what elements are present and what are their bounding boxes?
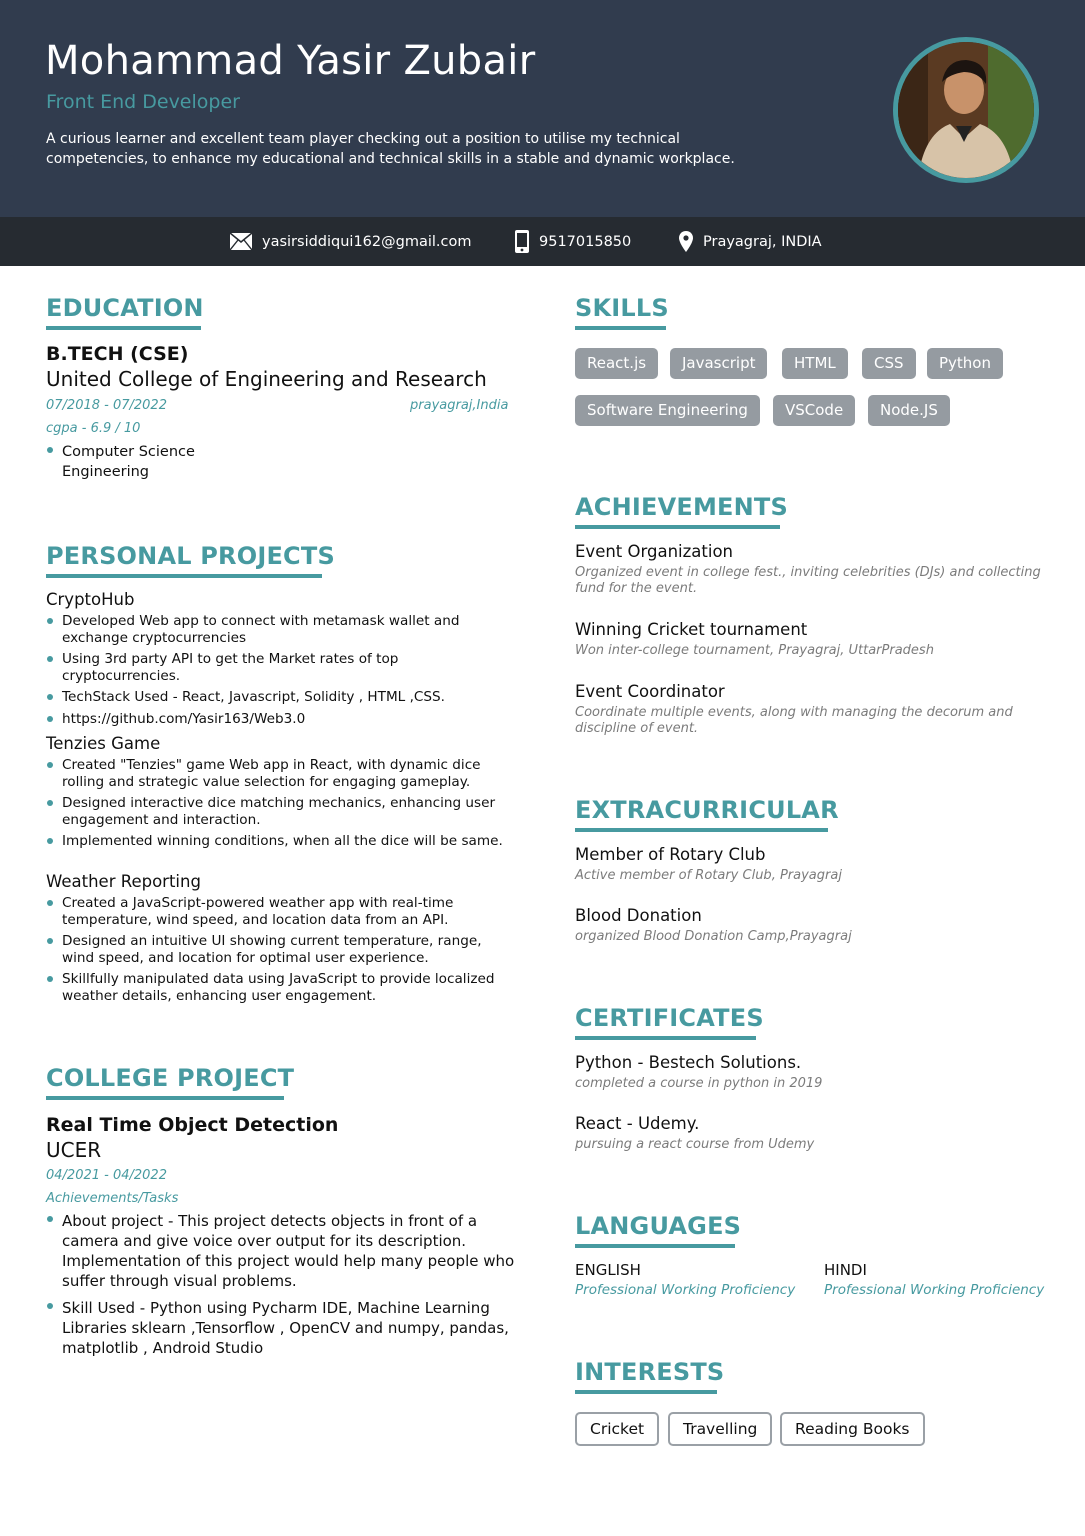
phone-text: 9517015850 — [539, 233, 632, 250]
location-text: Prayagraj, INDIA — [703, 233, 822, 250]
list-item: Skill Used - Python using Pycharm IDE, Machine Learning Libraries sklearn ,Tensorflow , OpenCV and numpy, pandas, matplotlib , Android Studio — [46, 1298, 516, 1358]
extracurricular-desc: organized Blood Donation Camp,Prayagraj — [575, 929, 852, 944]
extracurricular-title: Blood Donation — [575, 906, 702, 925]
list-item: About project - This project detects objects in front of a camera and give voice over output for its description. Implementation of this project would help many people who suffer through visual problems. — [46, 1211, 516, 1291]
certificate-desc: completed a course in python in 2019 — [575, 1076, 823, 1091]
interest-tag: Travelling — [668, 1412, 772, 1446]
certificate-title: Python - Bestech Solutions. — [575, 1053, 802, 1072]
education-degree: B.TECH (CSE) — [46, 343, 189, 365]
list-item: Implemented winning conditions, when all the dice will be same. — [46, 833, 516, 850]
list-item: Designed an intuitive UI showing current temperature, range, wind speed, and location for optimal user experience. — [46, 933, 516, 966]
college-project-name: Real Time Object Detection — [46, 1114, 339, 1136]
college-project-dates: 04/2021 - 04/2022 — [46, 1168, 167, 1183]
profile-photo — [893, 37, 1039, 183]
skill-tag: Javascript — [670, 348, 767, 379]
contact-location — [679, 217, 822, 266]
skill-tag: CSS — [862, 348, 916, 379]
section-title-achievements: ACHIEVEMENTS — [575, 493, 780, 529]
contact-phone[interactable] — [515, 217, 631, 266]
achievement-title: Event Organization — [575, 542, 733, 561]
language-name: ENGLISH — [575, 1261, 641, 1279]
skill-tag: Node.JS — [868, 395, 950, 426]
achievement-title: Winning Cricket tournament — [575, 620, 808, 639]
project-title: Tenzies Game — [46, 734, 161, 753]
email-text: yasirsiddiqui162@gmail.com — [262, 233, 472, 250]
college-project-subtitle: Achievements/Tasks — [46, 1191, 179, 1206]
certificate-title: React - Udemy. — [575, 1114, 700, 1133]
list-item: Skillfully manipulated data using JavaScript to provide localized weather details, enhancing user engagement. — [46, 971, 516, 1004]
skill-tag: HTML — [782, 348, 848, 379]
list-item: Using 3rd party API to get the Market rates of top cryptocurrencies. — [46, 651, 516, 684]
list-item: Created a JavaScript-powered weather app with real-time temperature, wind speed, and location data from an API. — [46, 895, 516, 928]
section-title-college-project: COLLEGE PROJECT — [46, 1064, 284, 1100]
project-title: Weather Reporting — [46, 872, 201, 891]
achievement-desc: Organized event in college fest., inviting celebrities (DJs) and collecting fund for the event. — [575, 565, 1041, 596]
contact-email[interactable] — [230, 217, 471, 266]
college-project-bullets — [46, 1211, 516, 1365]
education-place: prayagraj,India — [410, 398, 509, 413]
language-level: Professional Working Proficiency — [824, 1282, 1045, 1298]
list-item: Computer Science Engineering — [46, 442, 216, 482]
project-bullets — [46, 613, 516, 732]
section-title-skills: SKILLS — [575, 294, 666, 330]
person-portrait-icon — [898, 42, 1034, 178]
education-bullets — [46, 442, 216, 487]
extracurricular-title: Member of Rotary Club — [575, 845, 766, 864]
section-title-certificates: CERTIFICATES — [575, 1004, 756, 1040]
profile-summary: A curious learner and excellent team player checking out a position to utilise my technical competencies, to enhance my educational and technical skills in a stable and dynamic workplace. — [46, 131, 735, 167]
list-item: Developed Web app to connect with metamask wallet and exchange cryptocurrencies — [46, 613, 516, 646]
section-title-personal-projects: PERSONAL PROJECTS — [46, 542, 322, 578]
college-project-org: UCER — [46, 1138, 102, 1162]
achievement-desc: Won inter-college tournament, Prayagraj, UttarPradesh — [575, 643, 934, 658]
section-title-interests: INTERESTS — [575, 1358, 717, 1394]
language-level: Professional Working Proficiency — [575, 1282, 796, 1298]
envelope-icon — [230, 233, 252, 250]
achievement-title: Event Coordinator — [575, 682, 725, 701]
extracurricular-desc: Active member of Rotary Club, Prayagraj — [575, 868, 842, 883]
list-item: Created "Tenzies" game Web app in React, with dynamic dice rolling and strategic value selection for engaging gameplay. — [46, 757, 516, 790]
candidate-role: Front End Developer — [46, 91, 240, 113]
education-dates: 07/2018 - 07/2022 — [46, 398, 167, 413]
project-bullets — [46, 895, 516, 1009]
location-pin-icon — [679, 231, 693, 252]
skill-tag: VSCode — [773, 395, 855, 426]
skill-tag: Python — [927, 348, 1003, 379]
language-name: HINDI — [824, 1261, 867, 1279]
education-institute: United College of Engineering and Research — [46, 367, 487, 391]
certificate-desc: pursuing a react course from Udemy — [575, 1137, 815, 1152]
mobile-phone-icon — [515, 230, 529, 253]
skill-tag: React.js — [575, 348, 658, 379]
contact-bar — [0, 217, 1085, 266]
list-item[interactable]: https://github.com/Yasir163/Web3.0 — [46, 711, 516, 728]
section-title-languages: LANGUAGES — [575, 1212, 735, 1248]
skill-tag: Software Engineering — [575, 395, 760, 426]
project-bullets — [46, 757, 516, 855]
interest-tag: Reading Books — [780, 1412, 925, 1446]
resume-header — [0, 0, 1085, 217]
interest-tag: Cricket — [575, 1412, 659, 1446]
section-title-education: EDUCATION — [46, 294, 201, 330]
education-cgpa: cgpa - 6.9 / 10 — [46, 421, 141, 436]
section-title-extracurricular: EXTRACURRICULAR — [575, 796, 828, 832]
project-title: CryptoHub — [46, 590, 135, 609]
achievement-desc: Coordinate multiple events, along with managing the decorum and discipline of event. — [575, 705, 1013, 736]
list-item: Designed interactive dice matching mechanics, enhancing user engagement and interaction. — [46, 795, 516, 828]
candidate-name: Mohammad Yasir Zubair — [45, 38, 536, 84]
list-item: TechStack Used - React, Javascript, Solidity , HTML ,CSS. — [46, 689, 516, 706]
